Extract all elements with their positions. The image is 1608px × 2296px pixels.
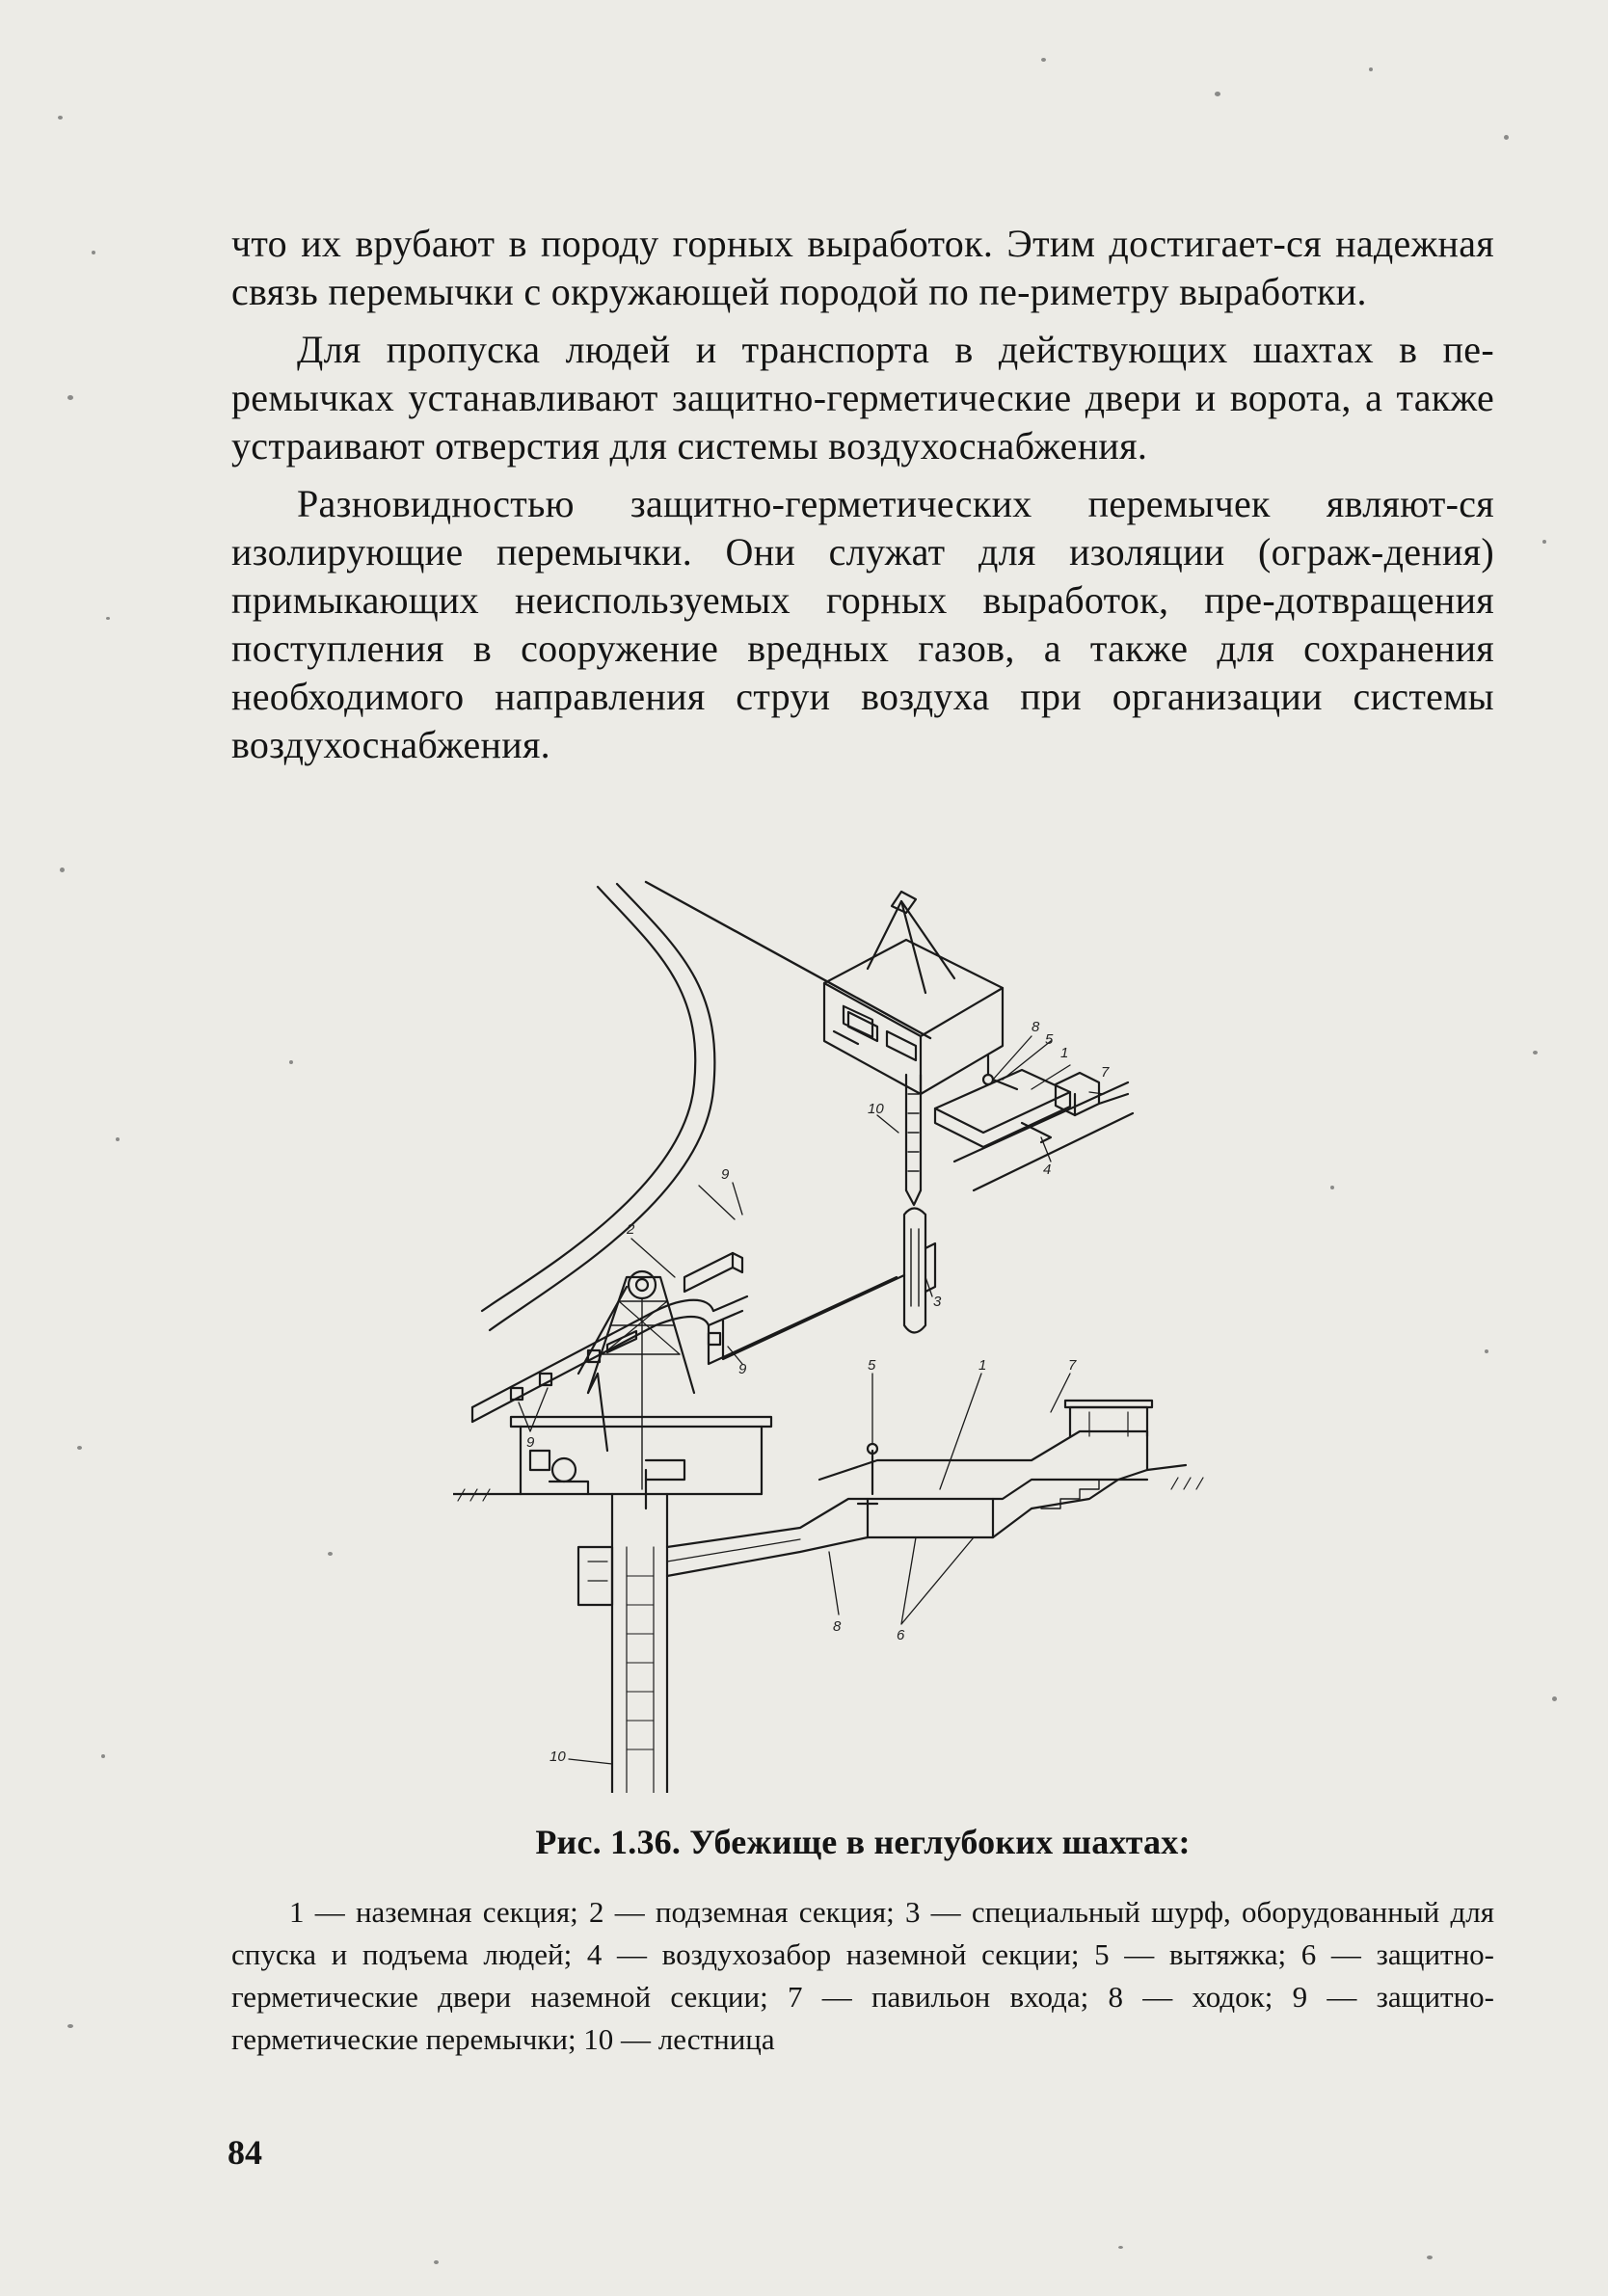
label-5-bottom: 5: [868, 1357, 876, 1374]
shelter-figure: [453, 872, 1263, 1793]
leader-lines-top: [519, 1036, 1104, 1431]
label-7-top: 7: [1101, 1064, 1110, 1081]
label-7-bottom: 7: [1068, 1357, 1077, 1374]
label-8-bottom: 8: [833, 1618, 842, 1635]
road-curve: [482, 887, 695, 1311]
label-9-mid: 9: [738, 1361, 747, 1377]
surface-pavilion: [824, 892, 1003, 1094]
ladder-shaft: [906, 1075, 921, 1205]
label-5-top: 5: [1045, 1031, 1054, 1048]
leader-lines-bottom: [569, 1374, 1070, 1764]
special-shaft: [904, 1209, 935, 1333]
ground-cross-section: [453, 1401, 1203, 1793]
label-1-bottom: 1: [978, 1357, 987, 1374]
shelter-drawing: [453, 872, 1263, 1793]
figure-caption-title: Рис. 1.36. Убежище в неглубоких шахтах:: [535, 1823, 1191, 1861]
figure-caption-legend: 1 — наземная секция; 2 — подземная секция; 3 — специальный шурф, оборудованный для спуска и подъема людей; 4 — воздухозабор наземной секции; 5 — вытяжка; 6 — защитно-герметические двери наземной секции; 7 — павильон входа; 8 — ходок; 9 — защитно-герметические перемычки; 10 — лестница: [231, 1895, 1494, 2056]
label-10-bottom: 10: [549, 1749, 566, 1765]
headframe-tower: [578, 1271, 694, 1489]
label-2: 2: [627, 1221, 635, 1238]
body-text: [231, 220, 1494, 779]
underground-section-2: [472, 1253, 904, 1422]
paragraph-2: Для пропуска людей и транспорта в действующих шахтах в пе-ремычках устанавливают защитно-герметические двери и ворота, а также устраивают отверстия для системы воздухоснабжения.: [231, 328, 1494, 467]
paragraph-1: что их врубают в породу горных выработок. Этим достигает-ся надежная связь перемычки с окружающей породой по пе-риметру выработки.: [231, 222, 1494, 313]
page-number: 84: [228, 2133, 262, 2172]
label-9-left: 9: [526, 1434, 535, 1451]
label-10-top: 10: [868, 1101, 884, 1117]
label-3: 3: [933, 1294, 942, 1310]
label-6: 6: [897, 1627, 905, 1643]
paragraph-3: Разновидностью защитно-герметических перемычек являют-ся изолирующие перемычки. Они служат для изоляции (ограж-дения) примыкающих неиспользуемых горных выработок, пре-дотвращения поступления в сооружение вредных газов, а также для сохранения необходимого направления струи воздуха при организации системы воздухоснабжения.: [231, 482, 1494, 766]
label-4: 4: [1043, 1161, 1052, 1178]
label-8-top: 8: [1032, 1019, 1040, 1035]
label-1-top: 1: [1060, 1045, 1069, 1061]
label-9-top: 9: [721, 1166, 730, 1183]
